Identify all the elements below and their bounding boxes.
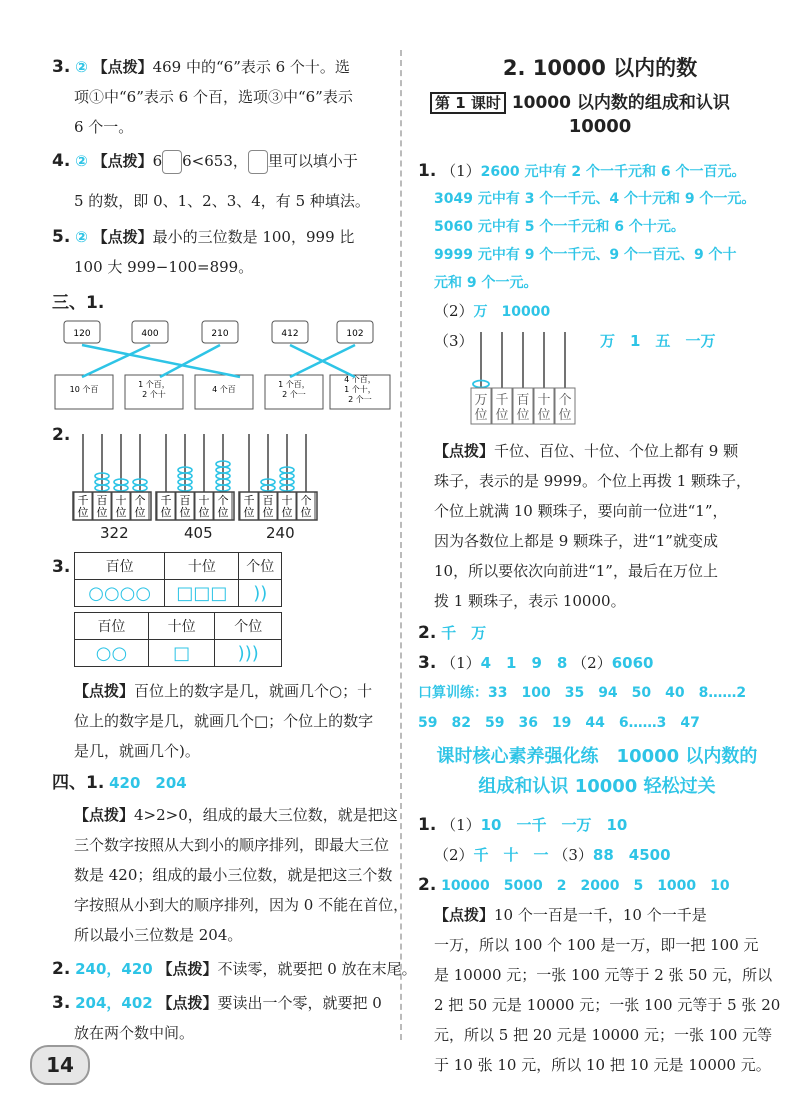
part-label: （2） (434, 846, 474, 864)
r-q1-line1 (418, 156, 745, 187)
q3b-label: 3. (52, 557, 71, 577)
page-number: 14 (30, 1045, 90, 1085)
answer: 10000 5000 2 2000 5 1000 10 (441, 878, 730, 894)
text: 千位、百位、十位、个位上都有 9 颗 (494, 442, 739, 460)
header-hundreds: 百位 (75, 553, 165, 580)
left-q4-line2: 5 的数，即 0、1、2、3、4，有 5 种填法。 (74, 192, 370, 210)
left-q5-line2: 100 大 999−100=899。 (74, 258, 254, 276)
oral-label: 口算训练： (418, 685, 488, 701)
match-top-item (202, 321, 238, 343)
left-q3-line2: 项①中“6”表示 6 个百，选项③中“6”表示 (74, 88, 353, 106)
question-number: 3. (418, 653, 437, 673)
answer: 万 10000 (473, 304, 551, 320)
header-hundreds: 百位 (75, 613, 149, 640)
abacus-place-label: 千 (243, 494, 255, 507)
s4-q3-line2: 放在两个数中间。 (74, 1024, 195, 1042)
match-number: 120 (73, 329, 91, 339)
answer: 千 万 (441, 624, 487, 642)
match-bottom-item (55, 375, 113, 409)
abacus-place-label: 位 (558, 408, 572, 423)
answer: ② (75, 58, 88, 76)
header-ones: 个位 (239, 553, 282, 580)
match-text: 1 个百， (138, 380, 170, 389)
abacus-place-label: 位 (243, 506, 255, 519)
answer: ② (75, 228, 88, 246)
left-q3-line1 (52, 52, 350, 82)
tip-label: 【点拨】 (157, 994, 218, 1012)
abacus-10000 (470, 330, 590, 428)
q3-tip-line1 (74, 676, 372, 706)
abacus-place-label: 个 (300, 494, 312, 507)
match-number: 102 (346, 329, 364, 339)
abacus-place-label: 千 (160, 494, 172, 507)
tip-label: 【点拨】 (92, 228, 153, 246)
match-text: 2 个十 (142, 390, 166, 399)
part-label: （1） (441, 162, 481, 180)
r-q1-a5: 元和 9 个一元。 (434, 275, 538, 291)
lesson-title-line1 (430, 88, 730, 114)
matching-diagram (50, 315, 395, 415)
oral-answers: 33 100 35 94 50 40 8……2 (488, 685, 747, 701)
left-q3-line3: 6 个一。 (74, 118, 134, 136)
abacus-place-label: 位 (495, 408, 509, 423)
question-number: 3. (52, 993, 71, 1013)
abacus-value: 322 (100, 524, 129, 542)
tip-label: 【点拨】 (157, 960, 218, 978)
header-ones: 个位 (215, 613, 282, 640)
question-number: 2. (418, 875, 437, 895)
answer: 10 一千 一万 10 (480, 816, 628, 834)
header-tens: 十位 (148, 613, 215, 640)
s4-tip-line5: 所以最小三位数是 204。 (74, 926, 243, 944)
question-number: 5. (52, 227, 71, 247)
pq2-tip-line4: 2 把 50 元是 10000 元；一张 100 元等于 5 张 20 (434, 996, 781, 1014)
text: 10 个一百是一千，10 个一千是 (494, 906, 707, 924)
match-lines (82, 345, 355, 377)
pq1-line1 (418, 810, 627, 840)
answer: 6060 (611, 654, 654, 672)
abacus-place-label: 千 (495, 393, 509, 408)
blank-box (248, 150, 268, 174)
text: 要读出一个零，就要把 0 (217, 994, 382, 1012)
match-text: 4 个百， (344, 375, 376, 384)
abacus-place-label: 个 (134, 494, 146, 507)
q3-tip-line3: 是几，就画几个)。 (74, 742, 200, 760)
r-tip-line5: 10，所以要依次向前进“1”，最后在万位上 (434, 562, 718, 580)
match-number: 412 (281, 329, 299, 339)
abacus-values (88, 524, 338, 546)
question-number: 2. (52, 959, 71, 979)
s4-q3-line1 (52, 988, 382, 1018)
oral-line2: 59 82 59 36 19 44 6……3 47 (418, 715, 700, 731)
r-q1-a3: 5060 元中有 5 个一千元和 6 个十元。 (434, 219, 685, 235)
match-top-item (337, 321, 373, 343)
s4-tip-line3: 数是 420；组成的最小三位数，就是把这三个数 (74, 866, 393, 884)
r-tip-line3: 个位上就满 10 颗珠子，要向前一位进“1”， (434, 502, 728, 520)
abacus (239, 434, 317, 520)
abacus-place-label: 位 (516, 408, 530, 423)
abacus-place-label: 万 (474, 393, 488, 408)
text: 里可以填小于 (267, 152, 358, 170)
pq1-line2 (434, 840, 671, 870)
left-q4-line1 (52, 146, 358, 176)
lesson-title-line2: 10000 (568, 116, 632, 137)
abacus-place-label: 位 (160, 506, 172, 519)
match-number: 210 (211, 329, 229, 339)
question-number: 4. (52, 151, 71, 171)
question-number: 1. (418, 161, 437, 181)
part-label: （3） (553, 846, 593, 864)
abacus-place-label: 位 (217, 506, 229, 519)
match-text: 10 个百 (69, 385, 99, 394)
abacus-place-label: 百 (262, 494, 274, 507)
r-tip-line1 (434, 436, 738, 466)
s4-tip-line1 (74, 800, 398, 830)
match-text: 1 个十， (344, 385, 376, 394)
part-label: （1） (441, 816, 481, 834)
lesson-title: 10000 以内数的组成和认识 (511, 93, 730, 113)
answer: 2600 元中有 2 个一千元和 6 个一百元。 (480, 164, 746, 180)
abacus-place-label: 个 (217, 494, 229, 507)
abacus-place-label: 百 (96, 494, 108, 507)
s4-q2-line (52, 954, 417, 984)
part-label: （3） (434, 332, 474, 350)
answer: 240，420 (75, 960, 153, 978)
cell: ○○ (75, 640, 149, 667)
blank-box (162, 150, 182, 174)
practice-title-line2: 组成和认识 10000 轻松过关 (478, 776, 716, 797)
abacus (73, 434, 151, 520)
answer: ② (75, 152, 88, 170)
tip-label: 【点拨】 (92, 152, 153, 170)
s4-tip-line2: 三个数字按照从大到小的顺序排列，即最大三位 (74, 836, 390, 854)
text: 百位上的数字是几，就画几个○；十 (134, 682, 373, 700)
match-text: 2 个一 (348, 395, 372, 404)
q3-tip-line2: 位上的数字是几，就画几个□；个位上的数字 (74, 712, 374, 730)
answer: 千 十 一 (473, 846, 549, 864)
abacus-place-label: 位 (198, 506, 210, 519)
abacus-place-label: 十 (281, 494, 293, 507)
abacus-place-label: 位 (77, 506, 89, 519)
match-text: 1 个百， (278, 380, 310, 389)
abacus-value: 405 (184, 524, 213, 542)
tip-label: 【点拨】 (92, 58, 153, 76)
pq2-tip-line6: 于 10 张 10 元，所以 10 把 10 元是 10000 元。 (434, 1056, 771, 1074)
cell: □□□ (165, 580, 239, 607)
match-number: 400 (141, 329, 159, 339)
section-4-label: 四、1. (52, 773, 105, 793)
header-tens: 十位 (165, 553, 239, 580)
abacus-place-label: 百 (516, 393, 530, 408)
place-value-table-2 (74, 612, 282, 667)
tip-label: 【点拨】 (74, 806, 135, 824)
answer: 4 1 9 8 (480, 654, 568, 672)
text: 最小的三位数是 100，999 比 (152, 228, 355, 246)
abacus-place-label: 个 (558, 393, 572, 408)
practice-title-line1: 课时核心素养强化练 10000 以内数的 (436, 746, 758, 767)
cell: □ (148, 640, 215, 667)
text: 6 (152, 152, 163, 170)
r-q1-a4: 9999 元中有 9 个一千元、9 个一百元、9 个十 (434, 247, 737, 263)
abacus-place-label: 位 (96, 506, 108, 519)
match-bottom-item (195, 375, 253, 409)
part-label: （2） (572, 654, 612, 672)
abacus-place-label: 十 (198, 494, 210, 507)
match-top-item (272, 321, 308, 343)
abacus-place-label: 十 (115, 494, 127, 507)
r-q1-p3 (434, 326, 474, 356)
question-number: 2. (418, 623, 437, 643)
tip-label: 【点拨】 (434, 442, 495, 460)
abacus-place-label: 位 (179, 506, 191, 519)
abacus-place-label: 位 (537, 408, 551, 423)
r-q2-line (418, 618, 486, 648)
left-q5-line1 (52, 222, 354, 252)
text: 4>2>0，组成的最大三位数，就是把这 (134, 806, 398, 824)
r-q1-a2: 3049 元中有 3 个一千元、4 个十元和 9 个一元。 (434, 191, 756, 207)
match-bottom-item (265, 375, 323, 409)
part-label: （1） (441, 654, 481, 672)
pq2-tip-line1 (434, 900, 707, 930)
oral-line1 (418, 678, 746, 708)
abacus-value: 240 (266, 524, 295, 542)
place-value-table-1 (74, 552, 282, 607)
text: 469 中的“6”表示 6 个十。选 (152, 58, 350, 76)
match-text: 4 个百 (212, 385, 236, 394)
r-q3-line (418, 648, 653, 678)
abacus-place-label: 位 (474, 408, 488, 423)
tip-label: 【点拨】 (74, 682, 135, 700)
answer: 420 204 (109, 774, 187, 792)
r-tip-line6: 拨 1 颗珠子，表示 10000。 (434, 592, 626, 610)
abacus-place-label: 位 (300, 506, 312, 519)
abacus-place-label: 位 (115, 506, 127, 519)
pq2-tip-line2: 一万，所以 100 个 100 是一万，即一把 100 元 (434, 936, 759, 954)
pq2-line (418, 870, 730, 901)
cell: ))) (215, 640, 282, 667)
tip-label: 【点拨】 (434, 906, 495, 924)
abacus-place-label: 十 (537, 393, 551, 408)
r-q1-p2 (434, 296, 550, 327)
match-top-item (132, 321, 168, 343)
lesson-box: 第 1 课时 (430, 92, 506, 114)
abacus-place-label: 位 (134, 506, 146, 519)
match-top-item (64, 321, 100, 343)
r-tip-line2: 珠子，表示的是 9999。个位上再拨 1 颗珠子， (434, 472, 752, 490)
abacus-place-label: 百 (179, 494, 191, 507)
section-3-label: 三、1. (52, 293, 105, 313)
section-4-line (52, 768, 187, 798)
text: 6<653， (182, 152, 248, 170)
cell: )) (239, 580, 282, 607)
pq2-tip-line5: 元，所以 5 把 20 元是 10000 元；一张 100 元等 (434, 1026, 773, 1044)
cell: ○○○○ (75, 580, 165, 607)
part-label: （2） (434, 302, 474, 320)
pq2-tip-line3: 是 10000 元；一张 100 元等于 2 张 50 元，所以 (434, 966, 773, 984)
chapter-heading: 2. 10000 以内的数 (502, 56, 698, 80)
abacus-place-label: 位 (262, 506, 274, 519)
match-bottom-item (125, 375, 183, 409)
q2-label: 2. (52, 425, 71, 445)
match-text: 2 个一 (282, 390, 306, 399)
answer: 88 4500 (592, 846, 671, 864)
abacus-place-label: 千 (77, 494, 89, 507)
match-bottom-item (330, 374, 390, 409)
r-q1-a7: 万 1 五 一万 (600, 332, 716, 350)
answer: 204，402 (75, 994, 153, 1012)
s4-tip-line4: 字按照从小到大的顺序排列，因为 0 不能在首位， (74, 896, 409, 914)
text: 不读零，就要把 0 放在末尾。 (217, 960, 417, 978)
abacus (156, 434, 234, 520)
question-number: 1. (418, 815, 437, 835)
r-tip-line4: 因为各数位上都是 9 颗珠子，进“1”就变成 (434, 532, 718, 550)
question-number: 3. (52, 57, 71, 77)
abacus-place-label: 位 (281, 506, 293, 519)
